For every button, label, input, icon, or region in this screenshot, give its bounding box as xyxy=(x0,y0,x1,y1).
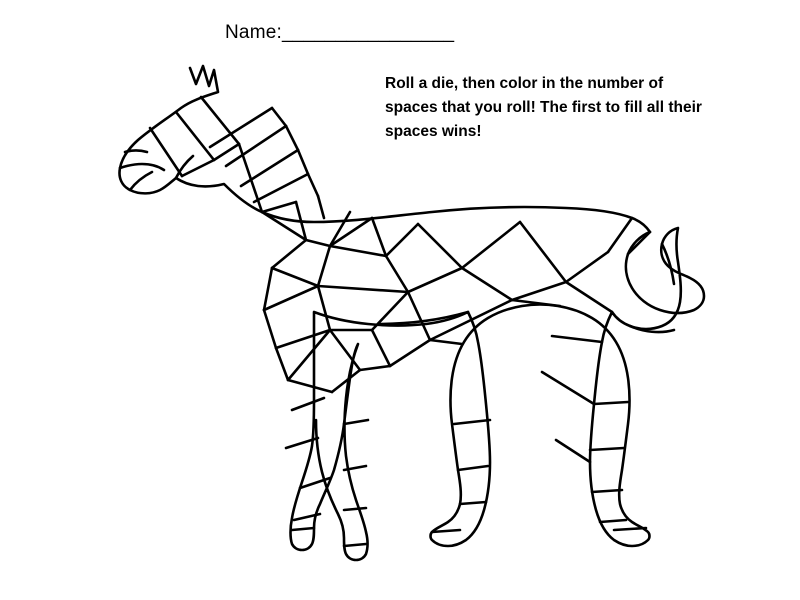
name-field-label: Name:________________ xyxy=(225,22,455,43)
instructions-text: Roll a die, then color in the number of spaces that you roll! The first to fill all their spaces wins! xyxy=(385,75,702,141)
